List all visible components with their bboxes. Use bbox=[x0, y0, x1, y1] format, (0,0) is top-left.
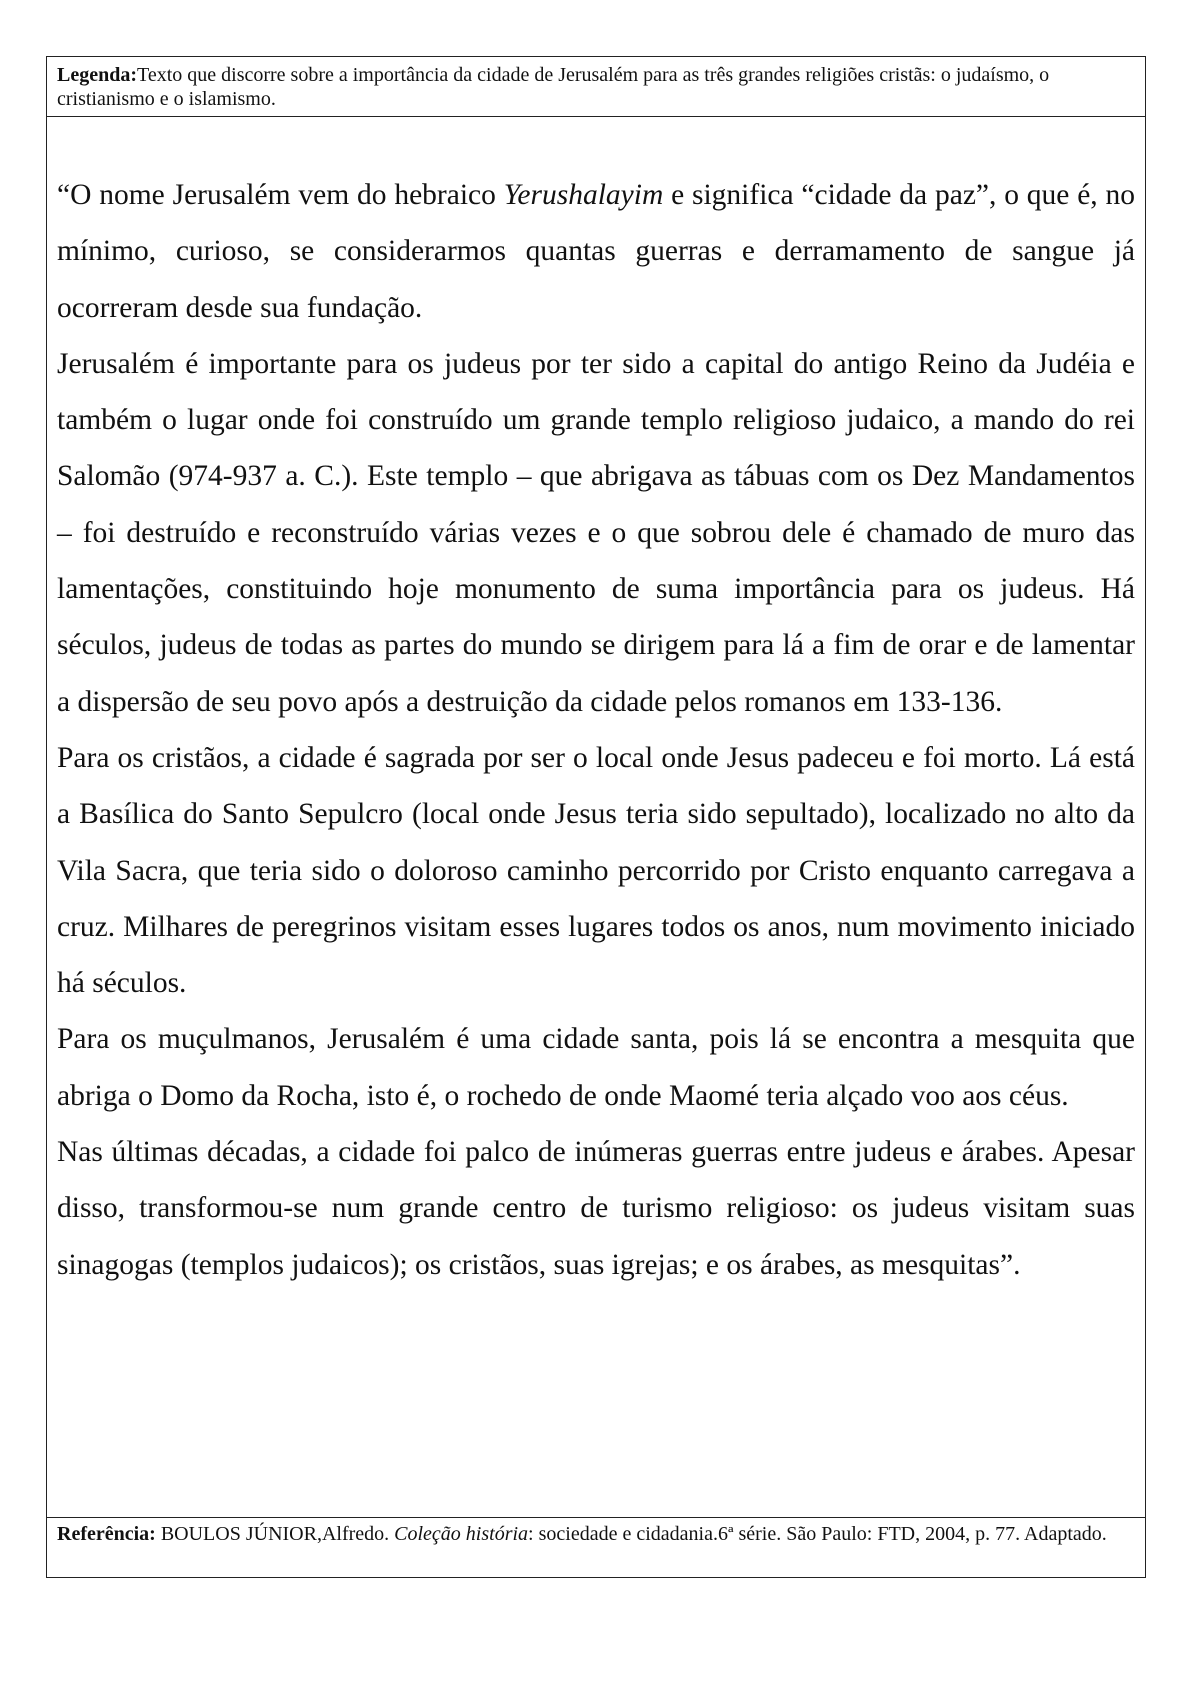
reference-work-title: Coleção história bbox=[394, 1523, 529, 1545]
reference-details: : sociedade e cidadania.6ª série. São Paulo: FTD, 2004, p. 77. Adaptado. bbox=[528, 1523, 1107, 1545]
reference-box bbox=[47, 1517, 1145, 1577]
paragraph-1-italic-term: Yerushalayim bbox=[503, 179, 664, 211]
legend-label: Legenda: bbox=[57, 64, 137, 86]
legend-box bbox=[47, 57, 1145, 117]
paragraph-1-start: “O nome Jerusalém vem do hebraico bbox=[57, 179, 504, 211]
paragraph-2: Jerusalém é importante para os judeus por ter sido a capital do antigo Reino da Judéia e também o lugar onde foi construído um grande templo religioso judaico, a mando do rei Salomão (974-937 a. C.). Este templo – que abrigava as tábuas com os Dez Mandamentos – foi destruído e reconstruído várias vezes e o que sobrou dele é chamado de muro das lamentações, constituindo hoje monumento de suma importância para os judeus. Há séculos, judeus de todas as partes do mundo se dirigem para lá a fim de orar e de lamentar a dispersão de seu povo após a destruição da cidade pelos romanos em 133-136. bbox=[57, 347, 1135, 718]
paragraph-3: Para os cristãos, a cidade é sagrada por ser o local onde Jesus padeceu e foi morto. Lá está a Basílica do Santo Sepulcro (local onde Jesus teria sido sepultado), localizado no alto da Vila Sacra, que teria sido o doloroso caminho percorrido por Cristo enquanto carregava a cruz. Milhares de peregrinos visitam esses lugares todos os anos, num movimento iniciado há séculos. bbox=[57, 741, 1135, 1000]
reference-author: BOULOS JÚNIOR,Alfredo. bbox=[155, 1523, 395, 1545]
main-text-box bbox=[47, 117, 1145, 1517]
paragraph-1 bbox=[57, 167, 1135, 336]
legend-text: Texto que discorre sobre a importância da cidade de Jerusalém para as três grandes religiões cristãs: o judaísmo, o cristianismo e o islamismo. bbox=[57, 64, 1050, 110]
paragraph-4: Para os muçulmanos, Jerusalém é uma cidade santa, pois lá se encontra a mesquita que abriga o Domo da Rocha, isto é, o rochedo de onde Maomé teria alçado voo aos céus. bbox=[57, 1023, 1135, 1112]
document-frame bbox=[46, 56, 1146, 1578]
paragraph-5: Nas últimas décadas, a cidade foi palco de inúmeras guerras entre judeus e árabes. Apesar disso, transformou-se num grande centro de turismo religioso: os judeus visitam suas sinagogas (templos judaicos); os cristãos, suas igrejas; e os árabes, as mesquitas”. bbox=[57, 1136, 1135, 1281]
reference-label: Referência: bbox=[57, 1523, 156, 1545]
paragraph-1-end: e significa “cidade da paz”, o que é, no mínimo, curioso, se considerarmos quantas guerras e derramamento de sangue já ocorreram desde sua fundação. bbox=[57, 179, 1135, 324]
